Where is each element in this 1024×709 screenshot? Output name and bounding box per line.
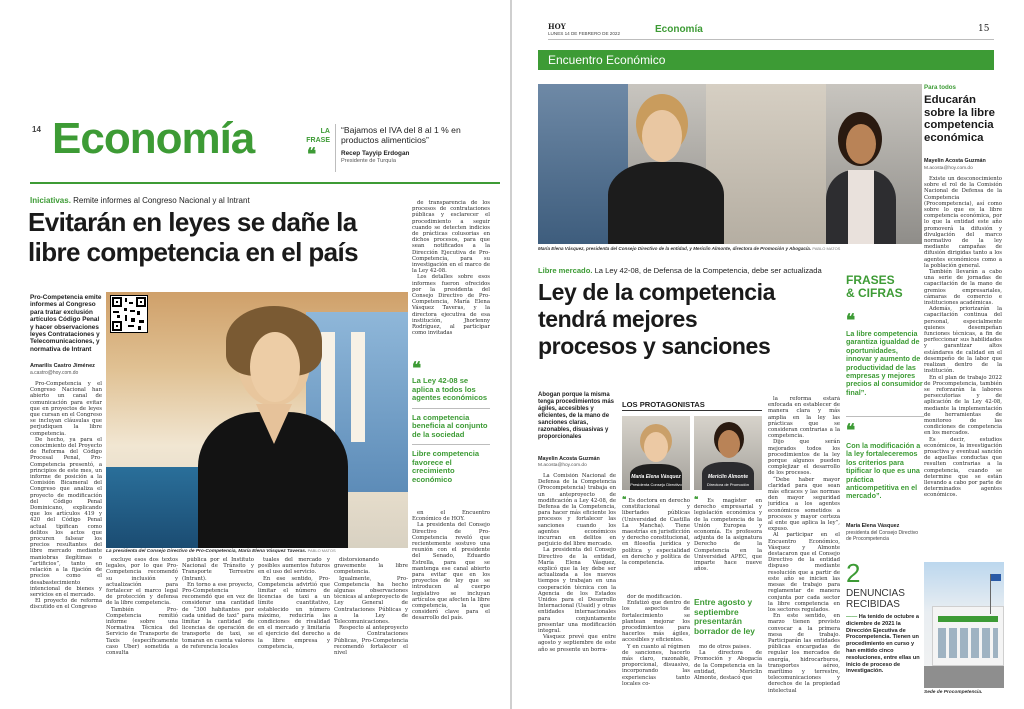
paragraph: de transparencia de los procesos de contrataciones públicas y esclarecer el procedimiento a seguir cuando se detecten indicios de prácticas colusorias en dichos procesos, para que sean notificados a la Dirección Ejecutiva de Pro-Competencia, para su investigación en el marco de la Ley 42-08. bbox=[412, 200, 490, 275]
protag-photo-2: Mericlin Almonte Directora de Promoción bbox=[694, 416, 762, 490]
paragraph: dor de modificación. bbox=[627, 594, 682, 600]
paragraph: excluye esos dos textos legales, por lo que Pro-Competencia recomendó su inclusión y actualización para fortalecer el marco legal de protección y defensa de la libre competencia. bbox=[106, 557, 178, 607]
side-column bbox=[924, 176, 1002, 556]
frase-role: presidenta del Consejo Directivo de Procompetencia bbox=[846, 530, 918, 542]
frase-1: La libre competencia garantiza igualdad de oportunidades, innovar y aumento de productividad de las empresas y mejores precios al consumidor final”. bbox=[846, 329, 923, 397]
page-number: 15 bbox=[978, 24, 990, 34]
section-title: Economía bbox=[52, 114, 255, 163]
protagonists-title: LOS PROTAGONISTAS bbox=[622, 400, 705, 409]
paragraph: Pro-Competencia y el Congreso Nacional han abierto un canal de comunicación para evitar que en proyectos de leyes que cursan en el Congreso se incluyan cláusulas que perjudiquen la libre competencia. bbox=[30, 381, 102, 437]
byline-email: M.acosta@hoy.com.do bbox=[538, 463, 587, 468]
divider bbox=[335, 124, 336, 172]
protag-photo-1: María Elena Vásquez Presidenta Consejo Directivo bbox=[622, 416, 690, 490]
paragraph: Es decir, estudios económicos, la investigación proactiva y eventual sanción de aquellas conductas que resulten contrarias a la competencia, cuando se determine que se están llevando a cabo por parte de determinados agentes económicos. bbox=[924, 436, 1002, 499]
para-todos-label: Para todos bbox=[924, 84, 956, 91]
quote-icon: ❝ bbox=[846, 421, 856, 441]
column-3 bbox=[694, 644, 762, 705]
byline: Mayelin Acosta Guzmán bbox=[538, 456, 600, 462]
paragraph: En ese sentido, Pro-Competencia advirtió que limitar el número de licencias de taxi a un límite cuantitativo, establecido un número máximo, reduciría las condiciones de rivalidad en el mercado y limitaría el ejercicio del derecho a la libre empresa y competencia, bbox=[258, 575, 330, 650]
paragraph: distorsionando gravemente la libre competencia. bbox=[334, 557, 408, 576]
section-banner: Encuentro Económico bbox=[538, 50, 994, 70]
quote-role: Presidente de Turquía bbox=[341, 158, 397, 164]
portrait-photo bbox=[106, 292, 408, 548]
qr-code bbox=[110, 295, 148, 333]
paragraph: Dijo que serán mejorados todos los procedimientos de la ley porque algunos pueden complejizar el desarrollo de los procesos. bbox=[768, 439, 840, 477]
side-title: Educarán sobre la libre competencia económica bbox=[924, 94, 995, 144]
paragraph: Además, priorizarán la capacitación continua del personal, especialmente quienes desempeñan funciones técnicas, a fin de perfeccionar sus habilidades y garantizar altos estándares de calidad en el desempeño de la labor que realizan dentro de la institución. bbox=[924, 306, 1002, 375]
page-15 bbox=[512, 0, 1024, 709]
column-2 bbox=[106, 557, 178, 705]
paragraph: La presidenta del Consejo Directivo de la entidad, María Elena Vásquez, explicó que la ley debe ser actualizada a los nuevos tiempos y trabajan en una cooperación técnica con la Agencia de los Estados Unidos para el Desarrollo Internacional (Usaid) y otras entidades internacionales para conjuntamente presentar una modificación integral. bbox=[538, 547, 616, 635]
paragraph: La directora de Promoción y Abogacía de la Competencia en la entidad, Mericlin Almonte, destacó que bbox=[694, 650, 762, 682]
quote-text: “Bajamos el IVA del 8 al 1 % en productos alimenticios” bbox=[341, 125, 461, 145]
photo-caption: María Elena Vásquez, presidenta del Consejo Directivo de la entidad, y Mericlin Almonte, directora de Promoción y Abogacía. PABLO MATOS bbox=[538, 246, 841, 251]
paragraph: En este sentido, en marzo tienen previsto convocar a la primera mesa de trabajo. Participarán las entidades públicas encargadas de regular los mercados de energía, hidrocarburos, transportes aéreo, marítimo y terrestre, telecomunicaciones y derechos de la propiedad intelectual bbox=[768, 613, 840, 694]
side-head: Entre agosto y septiembre presentarán borrador de ley bbox=[694, 597, 755, 636]
quote-author: Recep Tayyip Erdogan bbox=[341, 150, 410, 157]
paragraph: Igualmente, Pro-Competencia ha hecho algunas observaciones técnicas al anteproyecto de Ley General de Contrataciones Públicas y a la Ley de Telecomunicaciones. bbox=[334, 575, 408, 626]
column-2 bbox=[622, 594, 690, 705]
paragraph: También Pro-Competencia remitió informe sobre una Normativa Técnica del Servicio de Transporte de Taxis (específicamente caso Uber) sometida a consulta bbox=[106, 606, 178, 657]
paragraph: Existe un desconocimiento sobre el rol de la Comisión Nacional de Defensa de la Competencia (Procompetencia), así como sobre lo que es la libre competencia económica, por lo que la entidad este año promoverá la difusión y divulgación del marco normativo de la ley mediante campañas de difusión dirigidas tanto a los agentes económicos como a la población general. bbox=[924, 176, 1002, 269]
side-points: ❝ La Ley 42-08 se aplica a todos los agentes económicos La competencia beneficia al conjunto de la sociedad Libre competencia favorece el crecimiento económico bbox=[412, 364, 490, 484]
header-rule bbox=[548, 39, 994, 40]
paragraph: tuales del mercado y posibles aumentos futuros en el uso del servicio. bbox=[258, 557, 330, 576]
quote-icon: ❝ bbox=[412, 359, 422, 379]
protag-bio-2: ❝ Es magíster en derecho empresarial y legislación económica y de la competencia de la Unión Europea y economía. Es profesora adjunta de la asignatura Derecho de la Competencia en la Universidad APEC, que imparte hace nueve años. bbox=[694, 496, 762, 573]
paper-name: HOY bbox=[548, 22, 566, 31]
kicker: Libre mercado. La Ley 42-08, de Defensa de la Competencia, debe ser actualizada bbox=[538, 266, 822, 275]
column-6 bbox=[412, 200, 490, 362]
stat-text: —— Ha tenido de octubre a diciembre de 2021 la Dirección Ejecutiva de Procompetencia. Tienen un procedimiento en curso y han emitido cinco resoluciones, entre ellas un inicio de proceso de investigación. bbox=[846, 614, 920, 675]
column-4 bbox=[768, 396, 840, 705]
paragraph: La Comisión Nacional de Defensa de la Competencia (Procompetencia) trabaja en un anteproyecto de modificación a Ley 42-08, de Defensa de la Competencia, para hacer más eficiente los procesos y fortalecer las sanciones cuando los agentes económicos incurran en delitos en perjuicio del libre mercado. bbox=[538, 473, 616, 548]
building-caption: Sede de Procompetencia. bbox=[924, 690, 983, 695]
protag-bio-1: ❝ Es doctora en derecho constitucional y libertades públicas (Universidad de Castilla La Mancha). Tiene maestrías en jurisdicción y derecho constitucional, en filosofía jurídica y política y especialidad en derecho y política de la competencia. bbox=[622, 496, 690, 567]
paragraph: Y en cuanto al régimen de sanciones, hacerlo más claro, razonable, proporcional, disuasivo, incorporando las experiencias tanto locales co- bbox=[622, 643, 690, 687]
lead: Pro-Competencia emite informes al Congreso para tratar exclusión artículos Código Penal y hacer observaciones leyes Contrataciones y Telecomunicaciones, y normativa de Intrant bbox=[30, 294, 102, 353]
paragraph: La presidenta del Consejo Directivo de Pro-Competencia reveló que recientemente sostuvo una reunión con el presidente del Senado, Eduardo Estrella, para que se mantenga ese canal abierto para evitar que en los proyectos de ley que se introducen al cuerpo legislativo se incluyan artículos que afecten la libre competencia, la que consideró clave para el desarrollo del país. bbox=[412, 522, 490, 622]
paragraph: Enfatizó que dentro de los aspectos de fortalecimiento se plantean mejorar los procedimientos para hacerlos más ágiles, accesibles y eficientes. bbox=[622, 600, 690, 644]
side-byline: Mayelin Acosta Guzmán bbox=[924, 158, 986, 164]
main-photo bbox=[538, 84, 922, 244]
headline: Ley de la competencia tendrá mejores procesos y sanciones bbox=[538, 279, 776, 359]
stat-number: 2 bbox=[846, 558, 861, 588]
frase-2: Con la modificación a la ley fortaleceremos los criterios para tipificar lo que es una práctica anticompetitiva en el mercado”. bbox=[846, 441, 921, 501]
byline: Amarilis Castro Jiménez bbox=[30, 363, 95, 369]
frase-divider bbox=[846, 416, 924, 417]
protag-rule bbox=[622, 410, 762, 411]
paragraph: Al participar en el Encuentro Económico, Vásquez y Almonte destacaron que el Consejo Directivo de la entidad dispuso mediante resolución que a partir de este año se inicien las mesas de trabajo para reglamentar de manera conjunta por cada sector la libre competencia en los sectores regulados. bbox=[768, 532, 840, 613]
paragraph: El proyecto de reforma discutido en el Congreso bbox=[30, 598, 102, 611]
frase-author: María Elena Vásquez bbox=[846, 523, 900, 529]
photo-caption: La presidenta del Consejo Directivo de Pro-Competencia, María Elena Vásquez Taveras. PABLO MATOS bbox=[106, 548, 336, 554]
issue-date: LUNES 14 DE FEBRERO DE 2022 bbox=[548, 31, 620, 36]
paragraph: en el Encuentro Económico de HOY. bbox=[412, 510, 490, 523]
paragraph: En el plan de trabajo 2022 de Procompetencia, también se reforzarán la labores persecutorias y de aplicación de la Ley 42-08, mediante la implementación de herramientas de monitoreo de las condiciones de competencia en los mercados. bbox=[924, 374, 1002, 437]
column-1 bbox=[30, 381, 102, 701]
column-4 bbox=[258, 557, 330, 705]
frases-title: FRASES & CIFRAS bbox=[846, 273, 903, 300]
paragraph: “Debe haber mayor claridad para que sean más eficaces y las normas den mayor seguridad jurídica a los agentes económicos sometidos a procesos y mayor certeza al ente que aplica la ley”, expuso. bbox=[768, 476, 840, 533]
kicker: Iniciativas. Remite informes al Congreso Nacional y al Intrant bbox=[30, 196, 250, 205]
byline-email: a.castro@hoy.com.do bbox=[30, 370, 79, 376]
paragraph: De hecho, ya para el conocimiento del Proyecto de Reforma del Código Procesal Penal, Pro-Competencia presentó, a principios de este mes, un informe de posición a la Comisión Bicameral del Congreso que analiza el proyecto de modificación del Código Penal Dominicano, explicando que los artículos 419 y 420 del Código Penal actual tipifican como delitos los actos que procuren falsear los precios resultantes del libre mercado mediante maniobras ilegítimas o “artificios”, tanto en relación a la fijación de precios como el desabastecimiento intencional de bienes y servicios en el mercado. bbox=[30, 436, 102, 598]
quote-icon: ❝ bbox=[307, 145, 317, 165]
section-name: Economía bbox=[655, 24, 703, 35]
column-3 bbox=[182, 557, 254, 705]
column-7 bbox=[412, 510, 490, 705]
quote-icon: ❝ bbox=[846, 311, 856, 331]
column-1 bbox=[538, 473, 616, 705]
paragraph: Los detalles sobre esos informes fueron ofrecidos por la presidenta del Consejo Directivo de Pro-Competencia, María Elena Vásquez Taveras, y la directora ejecutiva de esa institución, Jhorlenny Rodríguez, al participar como invitadas bbox=[412, 274, 490, 337]
side-email: M.acosta@hoy.com.do bbox=[924, 166, 973, 171]
paragraph: Respecto al anteproyecto de Contrataciones Públicas, Pro-Competencia recomendó fortalecer el nivel bbox=[334, 625, 408, 657]
section-rule bbox=[30, 182, 500, 184]
paragraph: Vásquez prevé que entre agosto y septiembre de este año se presente un borra- bbox=[538, 634, 616, 653]
paragraph: pública por el Instituto Nacional de Tránsito y Transporte Terrestre (Intrant). bbox=[182, 557, 254, 582]
building-photo bbox=[924, 562, 1004, 688]
paragraph: En torno a ese proyecto, Pro-Competencia recomendó que en vez de considerar una cantidad de “300 habitantes por cada unidad de taxi” para limitar la cantidad de licencias de operación de transporte de taxi, se tomaran en cuenta valores de referencia locales bbox=[182, 581, 254, 650]
stat-label: DENUNCIAS RECIBIDAS bbox=[846, 588, 905, 610]
paragraph: mo de otros países. bbox=[699, 644, 752, 650]
page-number: 14 bbox=[32, 125, 41, 134]
paragraph: la reforma estará enfocada en establecer de manera clara y más amplia en la ley las prácticas que se consideran contrarias a la competencia. bbox=[768, 396, 840, 440]
paragraph: También llevarán a cabo una serie de jornadas de capacitación de la mano de gremios empresariales, cámaras de comercio e instituciones académicas. bbox=[924, 269, 1002, 307]
lead: Abogan porque la misma tenga procedimientos más ágiles, accesibles y eficientes, de la mano de sanciones claras, razonables, disuasivas y proporcionales bbox=[538, 392, 615, 440]
column-5 bbox=[334, 557, 408, 705]
frase-label: LA FRASE bbox=[306, 128, 330, 144]
headline: Evitarán en leyes se dañe la libre competencia en el país bbox=[28, 207, 358, 267]
